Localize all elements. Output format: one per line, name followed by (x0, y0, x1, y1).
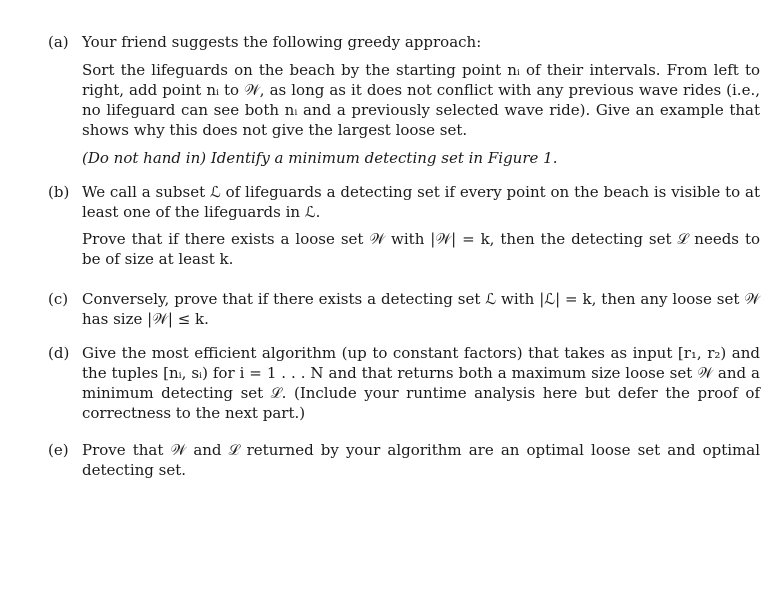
part-c-body (82, 289, 760, 329)
part-b-label: (b) (48, 183, 70, 201)
part-a (48, 32, 760, 168)
part-b-body (82, 182, 760, 269)
part-e-label: (e) (48, 441, 69, 459)
part-e-paragraph-1: Prove that 𝒲 and ℒ returned by your algorithm are an optimal loose set and optimal detecting set. (82, 441, 760, 479)
part-d-label: (d) (48, 344, 70, 362)
part-d-paragraph-1: Give the most efficient algorithm (up to constant factors) that takes as input [r₁, r₂) and the tuples [nᵢ, sᵢ) for i = 1 . . . N and that returns both a maximum size loose set 𝒲 and a minimum detecting set ℒ. (Include your runtime analysis here but defer the proof of correctness to the next part.) (82, 344, 760, 422)
part-b-paragraph-2: Prove that if there exists a loose set 𝒲 with |𝒲| = k, then the detecting set ℒ needs to be of size at least k. (82, 230, 760, 268)
part-e-body (82, 440, 760, 480)
part-d (48, 343, 760, 423)
part-a-paragraph-2: (Do not hand in) Identify a minimum detecting set in Figure 1. (82, 149, 558, 167)
part-d-body (82, 343, 760, 423)
part-c-paragraph-1: Conversely, prove that if there exists a detecting set ℒ with |ℒ| = k, then any loose set 𝒲 has size |𝒲| ≤ k. (82, 290, 760, 328)
part-a-lead: Your friend suggests the following greedy approach: (82, 33, 482, 51)
part-b (48, 182, 760, 269)
part-b-paragraph-1: We call a subset ℒ of lifeguards a detecting set if every point on the beach is visible to at least one of the lifeguards in ℒ. (82, 183, 760, 221)
part-e (48, 440, 760, 480)
part-c (48, 289, 760, 329)
part-a-paragraph-1: Sort the lifeguards on the beach by the starting point nᵢ of their intervals. From left to right, add point nᵢ to 𝒲, as long as it does not conflict with any previous wave rides (i.e., no lifeguard can see both nᵢ and a previously selected wave ride). Give an example that shows why this does not give the largest loose set. (82, 61, 760, 139)
part-a-label: (a) (48, 33, 69, 51)
part-c-label: (c) (48, 290, 69, 308)
part-a-body (82, 32, 760, 168)
